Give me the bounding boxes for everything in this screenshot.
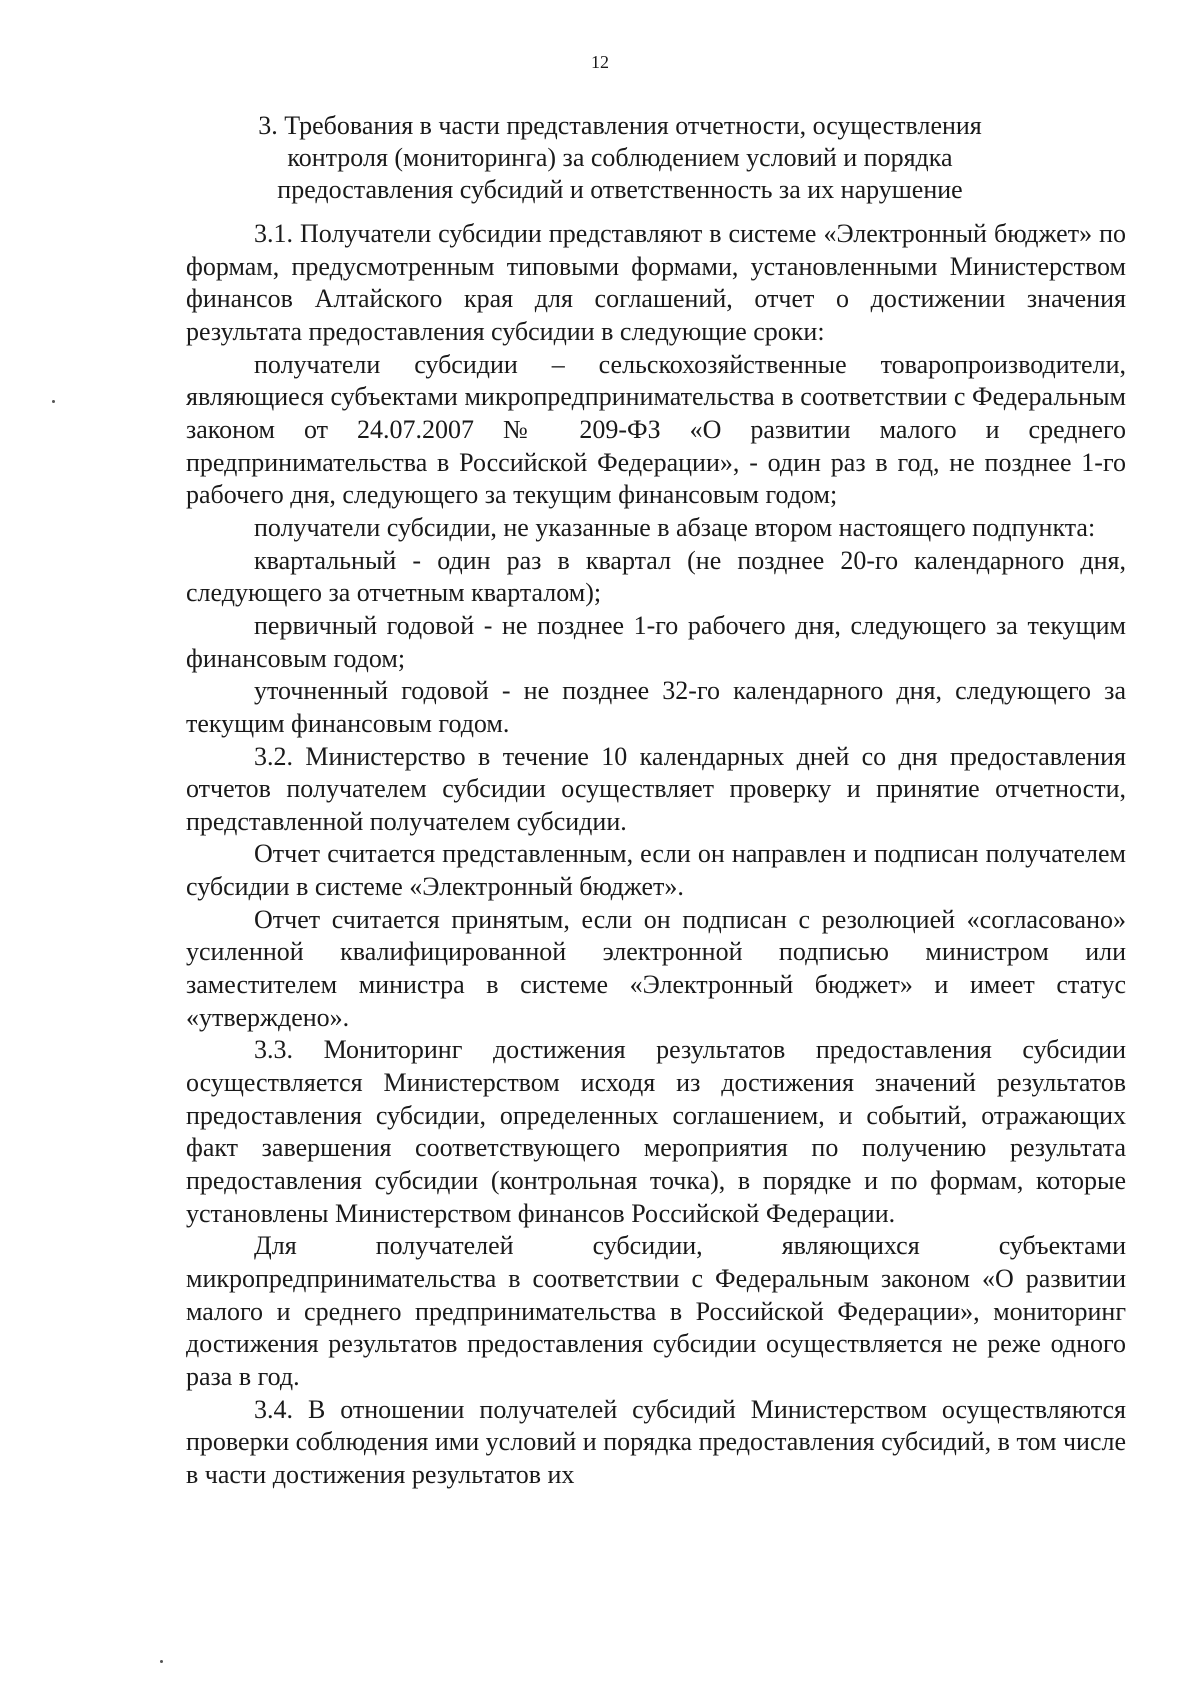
paragraph-micro-recipients: получатели субсидии – сельскохозяйственные товаропроизводители, являющиеся субъектами микропредпринимательства в соответствии с Федеральным законом от 24.07.2007 № 209-ФЗ «О развитии малого и среднего предпринимательства в Российской Федерации», - один раз в год, не позднее 1-го рабочего дня, следующего за текущим финансовым годом; (186, 349, 1126, 510)
paragraph-report-accepted: Отчет считается принятым, если он подписан с резолюцией «согласовано» усиленной квалифицированной электронной подписью министром или заместителем министра в системе «Электронный бюджет» и имеет статус «утверждено». (186, 904, 1126, 1032)
section-heading-line: контроля (мониторинга) за соблюдением условий и порядка (287, 143, 953, 172)
paragraph-3-3: 3.3. Мониторинг достижения результатов предоставления субсидии осуществляется Министерством исходя из достижения значений результатов предоставления субсидии, определенных соглашением, и событий, отражающих факт завершения соответствующего мероприятия по получению результата предоставления субсидии (контрольная точка), в порядке и по формам, которые установлены Министерством финансов Российской Федерации. (186, 1035, 1126, 1228)
paragraph-other-recipients: получатели субсидии, не указанные в абзаце втором настоящего подпункта: (254, 512, 1096, 542)
scan-speck (52, 400, 55, 403)
paragraph-3-2: 3.2. Министерство в течение 10 календарных дней со дня предоставления отчетов получателем субсидии осуществляет проверку и принятие отчетности, представленной получателем субсидии. (186, 741, 1126, 836)
page-number: 12 (591, 52, 609, 72)
paragraph-3-4: 3.4. В отношении получателей субсидий Министерством осуществляются проверки соблюдения ими условий и порядка предоставления субсидий, в том числе в части достижения результатов их (186, 1394, 1126, 1489)
paragraph-report-submitted: Отчет считается представленным, если он направлен и подписан получателем субсидии в системе «Электронный бюджет». (186, 839, 1126, 902)
section-heading (240, 110, 1000, 206)
paragraph-3-1: 3.1. Получатели субсидии представляют в системе «Электронный бюджет» по формам, предусмотренным типовыми формами, установленными Министерством финансов Алтайского края для соглашений, отчет о достижении значения результата предоставления субсидии в следующие сроки: (186, 219, 1126, 346)
scan-speck (160, 1660, 163, 1663)
paragraph-refined-annual: уточненный годовой - не позднее 32-го календарного дня, следующего за текущим финансовым годом. (186, 676, 1126, 738)
paragraph-quarterly: квартальный - один раз в квартал (не позднее 20-го календарного дня, следующего за отчетным кварталом); (186, 545, 1126, 608)
paragraph-micro-monitoring: Для получателей субсидии, являющихся субъектами микропредпринимательства в соответствии с Федеральным законом «О развитии малого и среднего предпринимательства в Российской Федерации», мониторинг достижения результатов предоставления субсидии осуществляется не реже одного раза в год. (186, 1231, 1126, 1391)
paragraph-primary-annual: первичный годовой - не позднее 1-го рабочего дня, следующего за текущим финансовым годом; (186, 610, 1126, 673)
body-text (186, 218, 1126, 1492)
section-heading-line: предоставления субсидий и ответственность за их нарушение (277, 175, 963, 204)
section-heading-line: 3. Требования в части представления отчетности, осуществления (258, 111, 982, 140)
